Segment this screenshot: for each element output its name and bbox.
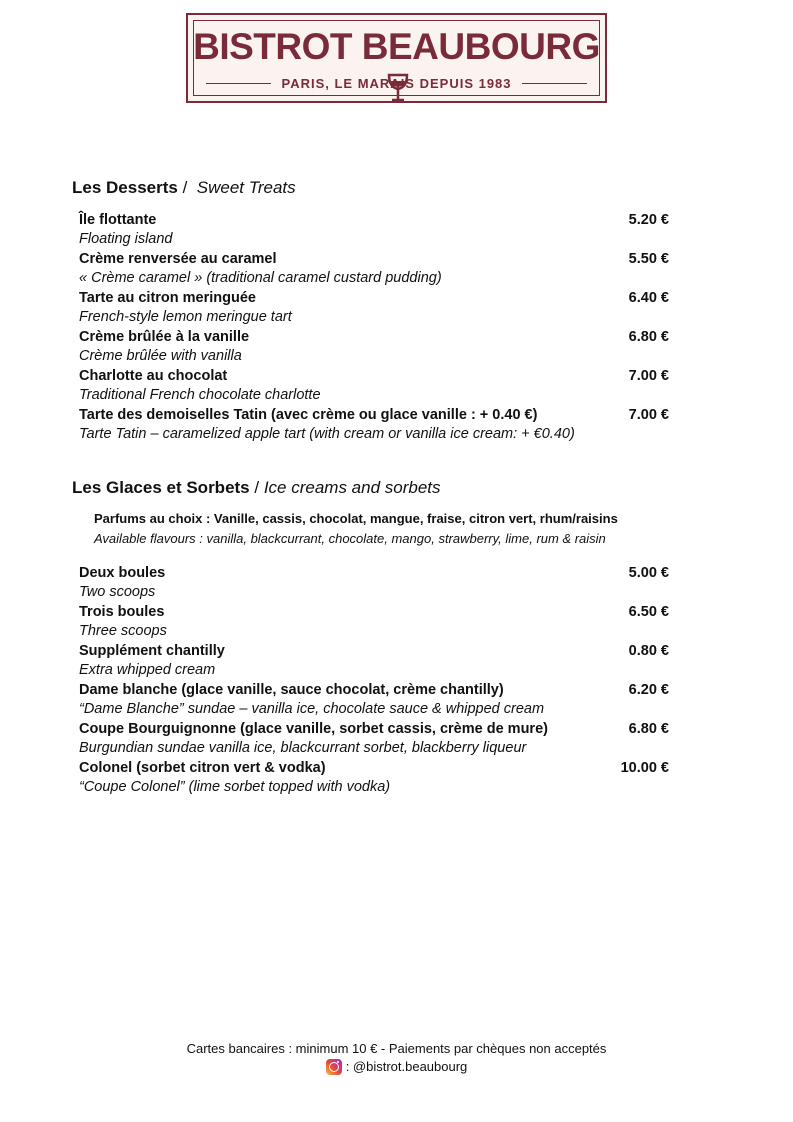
item-price: 5.50 € — [628, 251, 669, 267]
item-price: 7.00 € — [628, 368, 669, 384]
item-name: Coupe Bourguignonne (glace vanille, sorbet cassis, crème de mure) — [79, 721, 548, 737]
menu-item — [79, 211, 669, 250]
item-name: Île flottante — [79, 212, 157, 228]
restaurant-logo — [186, 13, 607, 103]
glaces-title-en: Ice creams and sorbets — [263, 478, 441, 497]
item-name: Dame blanche (glace vanille, sauce chocolat, crème chantilly) — [79, 682, 504, 698]
item-name: Supplément chantilly — [79, 643, 225, 659]
menu-item — [79, 289, 669, 328]
menu-item — [79, 681, 669, 720]
item-description: Three scoops — [79, 623, 167, 639]
glaces-title-fr: Les Glaces et Sorbets — [72, 478, 250, 497]
item-description: Tarte Tatin – caramelized apple tart (with cream or vanilla ice cream: + €0.40) — [79, 426, 575, 442]
menu-item — [79, 406, 669, 445]
payment-note: Cartes bancaires : minimum 10 € - Paiements par chèques non acceptés — [186, 1041, 607, 1056]
item-name: Tarte au citron meringuée — [79, 290, 256, 306]
menu-item — [79, 642, 669, 681]
item-description: Traditional French chocolate charlotte — [79, 387, 321, 403]
menu-item — [79, 250, 669, 289]
item-name: Deux boules — [79, 565, 166, 581]
item-price: 6.40 € — [628, 290, 669, 306]
item-description: Floating island — [79, 231, 173, 247]
logo-tagline-row — [206, 75, 587, 91]
item-price: 0.80 € — [628, 643, 669, 659]
item-description: Crème brûlée with vanilla — [79, 348, 242, 364]
logo-name-text: BISTROT BEAUBOURG — [193, 26, 600, 67]
item-description: « Crème caramel » (traditional caramel custard pudding) — [79, 270, 442, 286]
logo-name — [188, 27, 605, 107]
menu-item — [79, 328, 669, 367]
item-price: 7.00 € — [628, 407, 669, 423]
item-price: 5.00 € — [628, 565, 669, 581]
item-name: Colonel (sorbet citron vert & vodka) — [79, 760, 326, 776]
logo-tagline: PARIS, LE MARAIS DEPUIS 1983 — [281, 75, 512, 91]
instagram-icon — [326, 1059, 342, 1075]
item-name: Crème renversée au caramel — [79, 251, 277, 267]
item-price: 6.20 € — [628, 682, 669, 698]
flavours-en: Available flavours : vanilla, blackcurrant, chocolate, mango, strawberry, lime, rum & raisin — [94, 531, 606, 546]
item-description: French-style lemon meringue tart — [79, 309, 292, 325]
item-description: “Dame Blanche” sundae – vanilla ice, chocolate sauce & whipped cream — [79, 701, 545, 717]
menu-item — [79, 367, 669, 406]
logo-rule-left — [206, 83, 271, 84]
instagram-handle: : @bistrot.beaubourg — [345, 1059, 468, 1074]
item-price: 6.80 € — [628, 329, 669, 345]
item-price: 6.80 € — [628, 721, 669, 737]
desserts-title-en: Sweet Treats — [196, 178, 296, 197]
section-title-desserts: Les Desserts / Sweet Treats — [72, 178, 296, 197]
item-description: Two scoops — [79, 584, 156, 600]
item-description: “Coupe Colonel” (lime sorbet topped with vodka) — [79, 779, 391, 795]
flavours-note — [94, 510, 694, 547]
item-description: Extra whipped cream — [79, 662, 216, 678]
menu-item — [79, 564, 669, 603]
item-name: Trois boules — [79, 604, 165, 620]
flavours-fr: Parfums au choix : Vanille, cassis, chocolat, mangue, fraise, citron vert, rhum/raisins — [94, 511, 618, 526]
desserts-title-fr: Les Desserts — [72, 178, 178, 197]
item-name: Crème brûlée à la vanille — [79, 329, 250, 345]
instagram-row — [0, 1058, 793, 1075]
item-name: Charlotte au chocolat — [79, 368, 228, 384]
logo-rule-right — [522, 83, 587, 84]
item-description: Burgundian sundae vanilla ice, blackcurrant sorbet, blackberry liqueur — [79, 740, 527, 756]
item-price: 10.00 € — [620, 760, 669, 776]
item-name: Tarte des demoiselles Tatin (avec crème ou glace vanille : + 0.40 €) — [79, 407, 538, 423]
menu-item — [79, 603, 669, 642]
menu-item — [79, 759, 669, 798]
item-price: 5.20 € — [628, 212, 669, 228]
item-price: 6.50 € — [628, 604, 669, 620]
menu-item — [79, 720, 669, 759]
section-title-glaces: Les Glaces et Sorbets / Ice creams and sorbets — [72, 478, 441, 497]
